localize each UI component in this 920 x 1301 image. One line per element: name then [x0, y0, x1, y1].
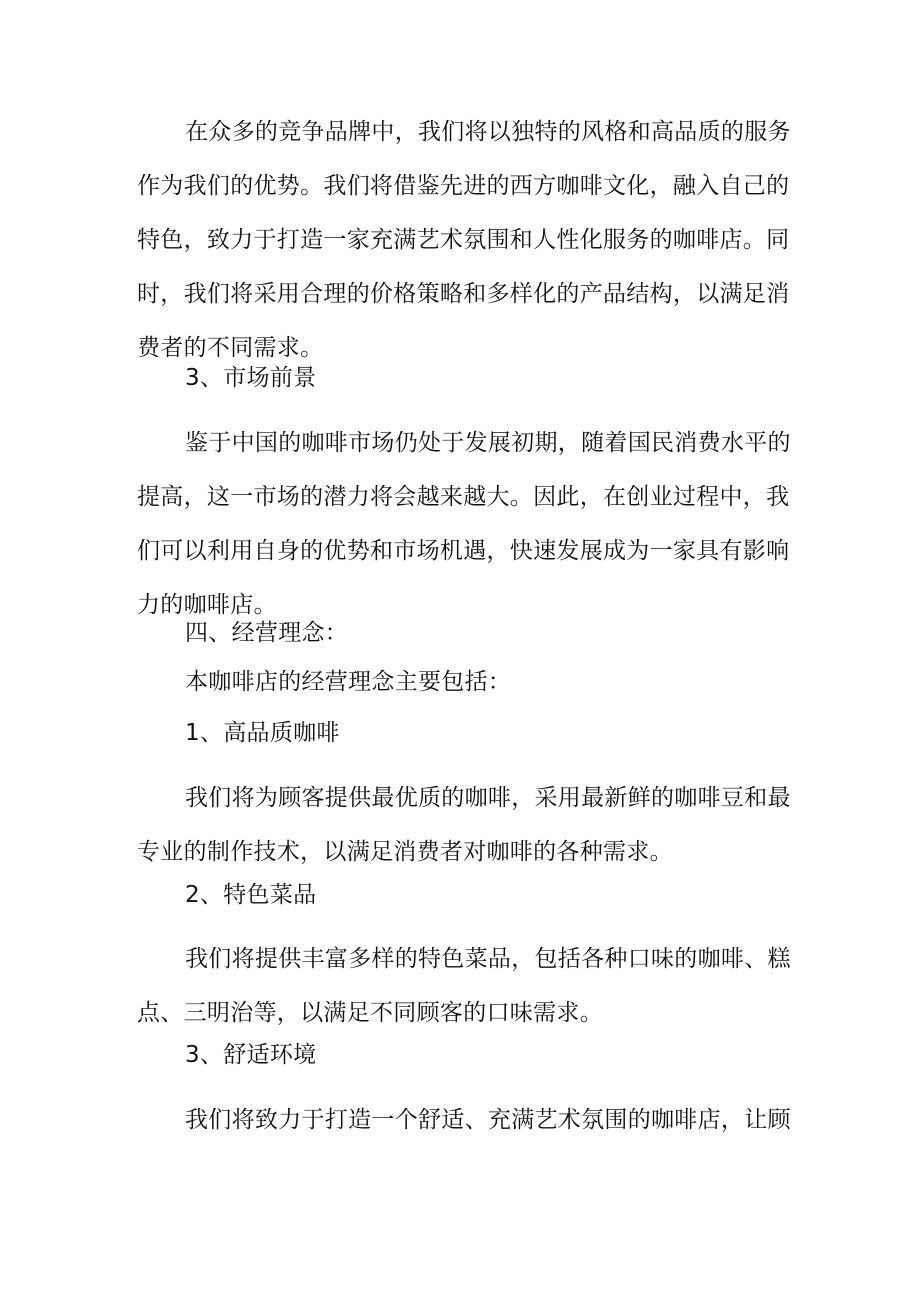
heading-text: 1、高品质咖啡	[185, 720, 340, 746]
heading-business-concept	[137, 606, 797, 660]
heading-special-dishes	[137, 868, 797, 922]
text-line: 作为我们的优势。我们将借鉴先进的西方咖啡文化，融入自己的	[137, 173, 790, 199]
text-line: 我们将致力于打造一个舒适、充满艺术氛围的咖啡店，让顾	[185, 1107, 791, 1133]
heading-text: 3、市场前景	[185, 365, 317, 391]
text-line: 在众多的竞争品牌中，我们将以独特的风格和高品质的服务	[185, 119, 791, 145]
text-line: 点、三明治等，以满足不同顾客的口味需求。	[137, 1000, 603, 1026]
text-line: 我们将为顾客提供最优质的咖啡，采用最新鲜的咖啡豆和最	[185, 785, 791, 811]
paragraph-concept-intro	[137, 655, 797, 709]
paragraph-comfortable-environment	[137, 1093, 797, 1147]
text-line: 力的咖啡店。	[137, 592, 277, 618]
text-line: 专业的制作技术，以满足消费者对咖啡的各种需求。	[137, 839, 673, 865]
heading-high-quality-coffee	[137, 706, 797, 760]
paragraph-high-quality-coffee	[137, 771, 797, 879]
heading-text: 2、特色菜品	[185, 882, 317, 908]
paragraph-special-dishes	[137, 932, 797, 1040]
text-line: 们可以利用自身的优势和市场机遇，快速发展成为一家具有影响	[137, 538, 790, 564]
text-line: 本咖啡店的经营理念主要包括：	[185, 669, 512, 695]
heading-text: 四、经营理念：	[185, 620, 349, 646]
text-line: 提高，这一市场的潜力将会越来越大。因此，在创业过程中，我	[137, 484, 790, 510]
text-line: 费者的不同需求。	[137, 335, 324, 361]
heading-market-prospect	[137, 351, 797, 405]
text-line: 我们将提供丰富多样的特色菜品，包括各种口味的咖啡、糕	[185, 946, 791, 972]
heading-text: 3、舒适环境	[185, 1042, 317, 1068]
text-line: 鉴于中国的咖啡市场仍处于发展初期，随着国民消费水平的	[185, 430, 791, 456]
text-line: 特色，致力于打造一家充满艺术氛围和人性化服务的咖啡店。同	[137, 227, 790, 253]
text-line: 时，我们将采用合理的价格策略和多样化的产品结构，以满足消	[137, 281, 790, 307]
heading-comfortable-environment	[137, 1028, 797, 1082]
paragraph-market-prospect	[137, 416, 797, 632]
paragraph-competitive-advantage	[137, 105, 797, 375]
